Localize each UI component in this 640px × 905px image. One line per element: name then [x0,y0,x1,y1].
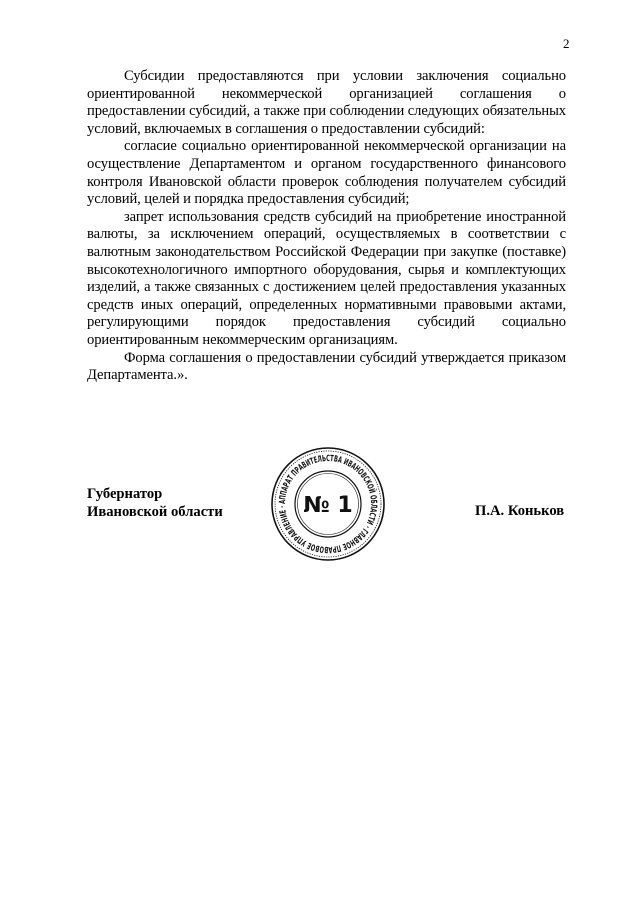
seal-center-number: № 1 [303,493,353,518]
signatory-name: П.А. Коньков [475,503,565,519]
page-number: 2 [563,36,570,51]
paragraph-conditions: Субсидии предоставляются при условии заключения социально ориентированной некоммерческой организацией соглашения о предоставлении субсидий, а также при соблюдении следующих обязательных условий, включаемых в соглашения о предоставлении субсидий: [87,68,566,137]
official-seal-stamp [270,446,386,562]
signatory-title-line-2: Ивановской области [87,503,223,520]
paragraph-consent: согласие социально ориентированной некоммерческой организации на осуществление Департаментом и органом государственного финансового контроля Ивановской области проверок соблюдения получателем субсидий условий, целей и порядка предоставления субсидий; [87,138,566,208]
signatory-title-line-1: Губернатор [87,486,163,502]
document-body [87,68,566,385]
paragraph-currency-ban: запрет использования средств субсидий на приобретение иностранной валюты, за исключением операций, осуществляемых в соответствии с валютным законодательством Российской Федерации при закупке (поставке) высокотехнологичного импортного оборудования, сырья и комплектующих изделий, а также связанных с достижением целей предоставления указанных средств иных операций, определенных нормативными правовыми актами, регулирующими порядок предоставления субсидий социально ориентированным некоммерческим организациям. [87,208,566,348]
paragraph-agreement-form: Форма соглашения о предоставлении субсидий утверждается приказом Департамента.». [87,349,566,384]
signatory-title [87,486,223,521]
seal-ring-text: АППАРАТ ПРАВИТЕЛЬСТВА ИВАНОВСКОЙ ОБЛАСТИ · ГЛАВНОЕ ПРАВОВОЕ УПРАВЛЕНИЕ · [277,453,379,555]
